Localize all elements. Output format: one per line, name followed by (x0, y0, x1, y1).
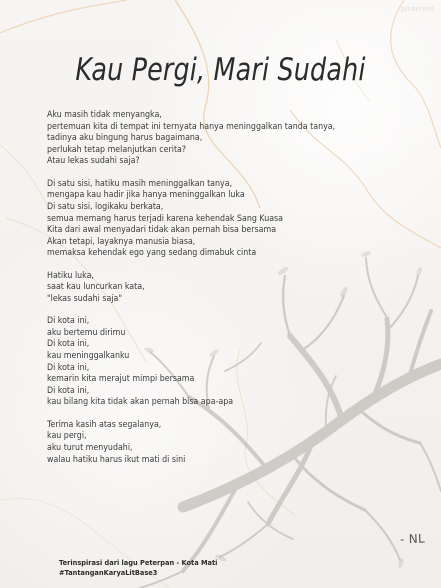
poem-line: semua memang harus terjadi karena kehendak Sang Kuasa (47, 213, 284, 224)
poem-line: kau pergi, (47, 431, 87, 442)
poem-line: Di kota ini, (47, 385, 90, 396)
poem-line: Atau lekas sudahi saja? (47, 156, 140, 167)
stanza (47, 179, 382, 260)
poem-line: Aku masih tidak menyangka, (47, 110, 162, 120)
poem-line: Di satu sisi, hatiku masih meninggalkan tanya, (47, 178, 233, 189)
challenge-hashtag: #TantanganKaryaLitBase3 (59, 568, 158, 577)
branch-shadow-twig (220, 524, 268, 557)
poem-line: tadinya aku bingung harus bagaimana, (47, 133, 203, 144)
poem-line: Di kota ini, (47, 316, 90, 327)
branch-shadow-leaf (415, 267, 423, 278)
poem-line: Di satu sisi, logikaku berkata, (47, 201, 164, 212)
poem-body (47, 110, 382, 477)
poem-line: pertemuan kita di tempat ini ternyata hanya meninggalkan tanda tanya, (47, 121, 336, 132)
poem-line: memaksa kehendak ego yang sedang dimabuk cinta (47, 248, 257, 259)
poem-line: perlukah tetap melanjutkan cerita? (47, 144, 187, 155)
stanza (47, 420, 382, 466)
poem-line: Terima kasih atas segalanya, (47, 419, 162, 430)
marble-vein (0, 145, 49, 210)
stanza (47, 271, 382, 306)
poem-line: aku bertemu dirimu (47, 327, 126, 338)
inspiration-credit: Terinspirasi dari lagu Peterpan - Kota Mati (59, 558, 218, 567)
poem-line: walau hatiku harus ikut mati di sini (47, 454, 186, 465)
poem-line: Hatiku luka, (47, 270, 94, 281)
branch-shadow-twig (248, 502, 293, 539)
stanza (47, 316, 382, 409)
footer-credit (59, 558, 217, 578)
poem-line: mengapa kau hadir jika hanya meninggalkan luka (47, 190, 245, 201)
stanza (47, 110, 382, 168)
poem-line: Di kota ini, (47, 362, 90, 373)
branch-shadow-twig (387, 276, 418, 331)
watermark: pinterest (400, 5, 434, 13)
poem-line: kemarin kita merajut mimpi bersama (47, 374, 195, 385)
poem-line: "lekas sudahi saja" (47, 293, 122, 304)
branch-shadow-twig (365, 510, 400, 560)
poem-line: saat kau luncurkan kata, (47, 282, 145, 293)
poem-line: kau meninggalkanku (47, 351, 130, 362)
poem-line: Akan tetapi, layaknya manusia biasa, (47, 236, 196, 247)
branch-shadow-twig (420, 443, 441, 491)
poem-line: Kita dari awal menyadari tidak akan pernah bisa bersama (47, 225, 277, 236)
poem-line: aku turut menyudahi, (47, 443, 133, 454)
poem-title: Kau Pergi, Mari Sudahi (75, 51, 366, 88)
poem-line: kau bilang kita tidak akan pernah bisa apa-apa (47, 397, 234, 408)
marble-vein (0, 0, 127, 33)
author-signature: - NL (399, 531, 426, 547)
branch-shadow-leaf (397, 558, 405, 569)
poem-line: Di kota ini, (47, 339, 90, 350)
branch-shadow-limb (409, 311, 431, 378)
